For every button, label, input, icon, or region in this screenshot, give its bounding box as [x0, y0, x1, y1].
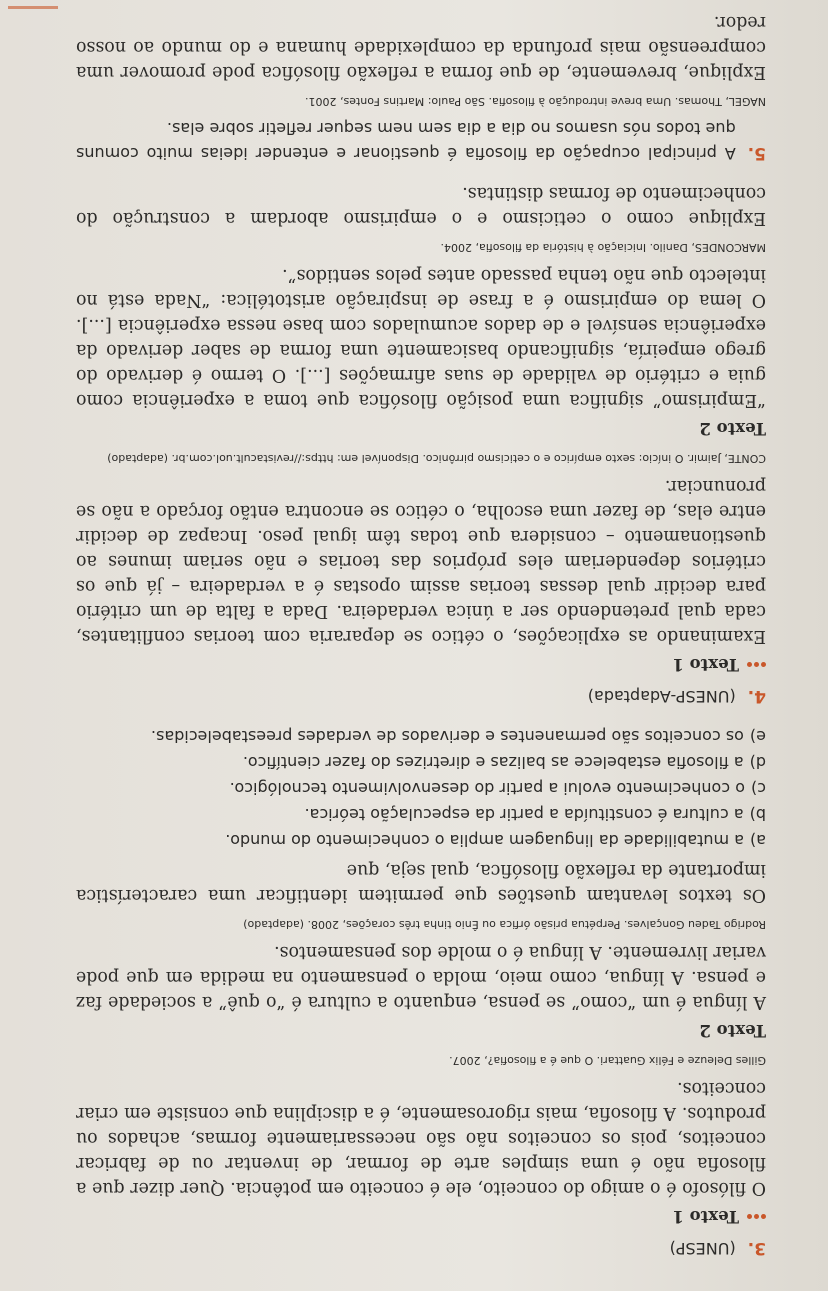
question-4 — [76, 180, 766, 709]
question-statement: Explique, brevemente, de que forma a reflexão filosófica pode promover uma compreensão mais profunda da complexidade humana e do mundo ao nosso redor. — [76, 12, 766, 82]
excerpt-citation: CONTE, Jaimir. O início: sexto empírico e o ceticismo pirrônico. Disponível em: https://revistacult.uol.com.br. (adaptado) — [107, 452, 766, 465]
option-letter: e) — [749, 727, 766, 746]
option-letter: c) — [750, 779, 766, 798]
page-content — [76, 0, 766, 1261]
option-text: os conceitos são permanentes e derivados de verdades preestabelecidas. — [150, 727, 744, 746]
question-number: 4. — [747, 686, 766, 706]
option-text: a mutabilidade da linguagem amplia o conhecimento do mundo. — [225, 831, 744, 850]
answer-option[interactable] — [76, 801, 766, 827]
excerpt-citation: MARCONDES, Danilo. Iniciação à história da filosofia, 2004. — [440, 241, 766, 254]
question-5-header — [76, 116, 766, 166]
text-label-title: Texto 1 — [672, 1207, 739, 1226]
text-label-title: Texto 2 — [699, 1021, 766, 1040]
question-number: 5. — [747, 143, 766, 163]
option-text: o conhecimento evolui a partir do desenvolvimento tecnológico. — [229, 779, 745, 798]
excerpt-text: O filósofo é o amigo do conceito, ele é conceito em potência. Quer dizer que a filosofia não é uma simples arte de formar, de inventar ou de fabricar conceitos, pois os conceitos não são necessariamente formas, achados ou produtos. A filosofia, mais rigorosamente, é a disciplina que consiste em criar conceitos. — [76, 1078, 766, 1198]
answer-options — [76, 723, 766, 853]
option-letter: d) — [749, 753, 766, 772]
text-label — [76, 652, 766, 677]
bullet-dots-icon — [747, 1214, 766, 1219]
excerpt-text: “Empirismo” significa uma posição filosófica que toma a experiência como guia e critério de validade de suas afirmações [...]. O termo é derivado do grego empeiría, significando basicamente uma forma de saber derivado da experiência sensível e de dados acumulados com base nessa experiência [...]. O lema do empirismo é a frase de inspiração aristotélica: “Nada está no intelecto que não tenha passado antes pelos sentidos”. — [76, 265, 766, 410]
question-3-header — [76, 1235, 766, 1261]
question-number: 3. — [747, 1238, 766, 1258]
question-source: (UNESP) — [669, 1239, 736, 1258]
text-label — [76, 1204, 766, 1229]
excerpt-citation: Gilles Deleuze e Félix Guattari. O que é a filosofia?, 2007. — [449, 1054, 766, 1067]
excerpt-citation: NAGEL, Thomas. Uma breve introdução à filosofia. São Paulo: Martins Fontes, 2001. — [304, 95, 766, 108]
answer-option[interactable] — [76, 749, 766, 775]
question-4-header — [76, 683, 766, 709]
excerpt-text: A língua é um “como” se pensa, enquanto a cultura é “o quê” a sociedade faz e pensa. A língua, como meio, molda o pensamento na medida em que pode variar livremente. A língua é o molde dos pensamentos. — [76, 942, 766, 1012]
excerpt-citation: Rodrigo Tadeu Gonçalves. Perpétua prisão órfica ou Ênio tinha três corações, 2008. (adaptado) — [243, 918, 766, 931]
option-text: a cultura é constituída a partir da especulação teórica. — [304, 805, 744, 824]
bullet-dots-icon — [747, 662, 766, 667]
question-5 — [76, 9, 766, 166]
question-5-intro: A principal ocupação da filosofia é questionar e entender ideias muito comuns que todos nós usamos no dia a dia sem nem sequer refletir sobre elas. — [76, 119, 736, 163]
page-edge-mark — [8, 6, 58, 9]
text-label — [76, 416, 766, 441]
text-label-title: Texto 1 — [672, 655, 739, 674]
option-letter: a) — [749, 831, 766, 850]
answer-option[interactable] — [76, 723, 766, 749]
question-3 — [76, 723, 766, 1261]
text-label-title: Texto 2 — [699, 419, 766, 438]
text-label — [76, 1018, 766, 1043]
answer-option[interactable] — [76, 827, 766, 853]
option-text: a filosofia estabelece as balizas e diretrizes do fazer científico. — [242, 753, 744, 772]
option-letter: b) — [749, 805, 766, 824]
excerpt-text: Examinando as explicações, o cético se depararia com teorias conflitantes, cada qual pretendendo ser a única verdadeira. Dada a falta de um critério para decidir qual dessas teorias assim opostas é a verdadeira – já que os critérios dependeriam eles próprios das teorias e não seriam imunes ao questionamento – considera que todas têm igual peso. Incapaz de decidir entre elas, de fazer uma escolha, o cético se encontra então forçado a não se pronunciar. — [76, 476, 766, 646]
question-statement: Explique como o ceticismo e o empirismo abordam a construção do conhecimento de formas distintas. — [76, 183, 766, 228]
answer-option[interactable] — [76, 775, 766, 801]
question-statement: Os textos levantam questões que permitem identificar uma característica importante da reflexão filosófica, qual seja, que — [76, 860, 766, 905]
question-source: (UNESP-Adaptada) — [587, 687, 736, 706]
